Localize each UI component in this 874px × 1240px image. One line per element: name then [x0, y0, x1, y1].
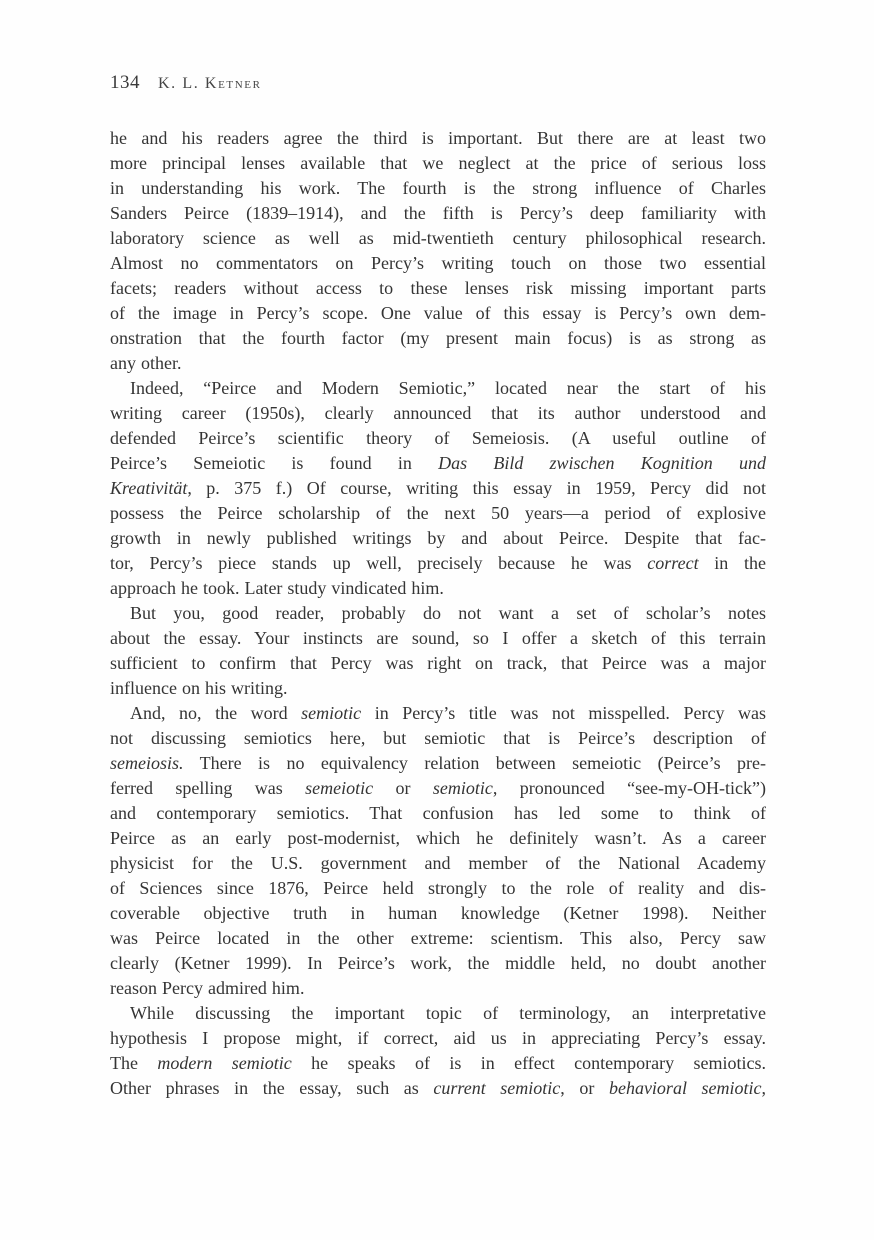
text-segment: possess the Peirce scholarship of the next 50 years—a period of explosive	[110, 503, 766, 523]
text-line	[110, 776, 766, 801]
text-line	[110, 1001, 766, 1026]
text-line	[110, 901, 766, 926]
text-segment: defended Peirce’s scientific theory of Semeiosis. (A useful outline of	[110, 428, 766, 448]
paragraph	[110, 601, 766, 701]
text-line	[110, 826, 766, 851]
text-segment: clearly (Ketner 1999). In Peirce’s work, the middle held, no doubt another	[110, 953, 766, 973]
text-segment: Other phrases in the essay, such as	[110, 1078, 434, 1098]
text-segment: hypothesis I propose might, if correct, aid us in appreciating Percy’s essay.	[110, 1028, 766, 1048]
text-segment: in the	[698, 553, 766, 573]
paragraph	[110, 1001, 766, 1101]
italic-text-segment: behavioral semiotic	[608, 1078, 762, 1098]
text-segment: growth in newly published writings by and about Peirce. Despite that fac-	[110, 528, 766, 548]
text-segment: The	[110, 1053, 158, 1073]
text-segment: Sanders Peirce (1839–1914), and the fifth is Percy’s deep familiarity with	[110, 203, 766, 223]
page-number: 134	[110, 72, 140, 93]
text-line	[110, 401, 766, 426]
text-line	[110, 976, 766, 1001]
text-segment: or	[373, 778, 433, 798]
text-line	[110, 151, 766, 176]
text-segment: physicist for the U.S. government and member of the National Academy	[110, 853, 766, 873]
text-segment: in understanding his work. The fourth is the strong influence of Charles	[110, 178, 766, 198]
text-segment: influence on his writing.	[110, 678, 288, 698]
text-segment: any other.	[110, 353, 182, 373]
text-line	[110, 951, 766, 976]
text-segment: ferred spelling was	[110, 778, 306, 798]
text-line	[110, 701, 766, 726]
text-line	[110, 226, 766, 251]
body-text	[110, 126, 766, 1101]
text-segment: reason Percy admired him.	[110, 978, 305, 998]
italic-text-segment: modern semiotic	[157, 1053, 292, 1073]
text-segment: laboratory science as well as mid-twentieth century philosophical research.	[110, 228, 766, 248]
text-line	[110, 601, 766, 626]
text-line	[110, 251, 766, 276]
text-line	[110, 326, 766, 351]
text-line	[110, 201, 766, 226]
text-line	[110, 1026, 766, 1051]
text-segment: onstration that the fourth factor (my present main focus) is as strong as	[110, 328, 766, 348]
text-line	[110, 351, 766, 376]
text-line	[110, 926, 766, 951]
text-line	[110, 276, 766, 301]
paragraph	[110, 376, 766, 601]
text-line	[110, 426, 766, 451]
text-line	[110, 676, 766, 701]
text-segment: sufficient to confirm that Percy was right on track, that Peirce was a major	[110, 653, 766, 673]
text-segment: Peirce as an early post-modernist, which he definitely wasn’t. As a career	[110, 828, 766, 848]
text-segment: he and his readers agree the third is important. But there are at least two	[110, 128, 766, 148]
paragraph	[110, 126, 766, 376]
paragraph	[110, 701, 766, 1001]
text-segment: in Percy’s title was not misspelled. Percy was	[361, 703, 766, 723]
running-header	[110, 72, 766, 94]
text-segment: facets; readers without access to these lenses risk missing important parts	[110, 278, 766, 298]
text-segment: about the essay. Your instincts are sound, so I offer a sketch of this terrain	[110, 628, 766, 648]
text-segment: of Sciences since 1876, Peirce held strongly to the role of reality and dis-	[110, 878, 766, 898]
text-line	[110, 551, 766, 576]
text-segment: approach he took. Later study vindicated him.	[110, 578, 444, 598]
text-segment: , pronounced “see-my-OH-tick”)	[492, 778, 767, 798]
text-segment: And, no, the word	[130, 703, 302, 723]
text-line	[110, 576, 766, 601]
text-segment: of the image in Percy’s scope. One value of this essay is Percy’s own dem-	[110, 303, 766, 323]
italic-text-segment: semiotic	[301, 703, 362, 723]
text-line	[110, 801, 766, 826]
text-line	[110, 301, 766, 326]
italic-text-segment: Das Bild zwischen Kognition und	[438, 453, 766, 473]
text-segment: not discussing semiotics here, but semiotic that is Peirce’s description of	[110, 728, 766, 748]
text-line	[110, 626, 766, 651]
text-segment: was Peirce located in the other extreme: scientism. This also, Percy saw	[110, 928, 766, 948]
text-segment: There is no equivalency relation between semeiotic (Peirce’s pre-	[183, 753, 766, 773]
text-segment: ,	[761, 1078, 767, 1098]
italic-text-segment: semeiosis.	[110, 753, 184, 773]
text-line	[110, 1051, 766, 1076]
italic-text-segment: semiotic	[432, 778, 493, 798]
italic-text-segment: correct	[647, 553, 699, 573]
text-segment: While discussing the important topic of terminology, an interpretative	[130, 1003, 766, 1023]
text-line	[110, 751, 766, 776]
text-line	[110, 376, 766, 401]
text-line	[110, 726, 766, 751]
text-line	[110, 526, 766, 551]
italic-text-segment: Kreativität	[110, 478, 188, 498]
text-segment: Almost no commentators on Percy’s writing touch on those two essential	[110, 253, 766, 273]
text-line	[110, 501, 766, 526]
text-line	[110, 876, 766, 901]
text-line	[110, 476, 766, 501]
italic-text-segment: semeiotic	[305, 778, 374, 798]
text-line	[110, 176, 766, 201]
text-segment: he speaks of is in effect contemporary semiotics.	[291, 1053, 767, 1073]
text-segment: writing career (1950s), clearly announced that its author understood and	[110, 403, 766, 423]
text-segment: coverable objective truth in human knowledge (Ketner 1998). Neither	[110, 903, 766, 923]
text-line	[110, 1076, 766, 1101]
text-segment: tor, Percy’s piece stands up well, precisely because he was	[110, 553, 648, 573]
text-segment: and contemporary semiotics. That confusion has led some to think of	[110, 803, 766, 823]
running-header-author: K. L. Ketner	[158, 75, 262, 92]
text-line	[110, 126, 766, 151]
text-segment: , or	[560, 1078, 609, 1098]
text-segment: more principal lenses available that we neglect at the price of serious loss	[110, 153, 766, 173]
text-line	[110, 651, 766, 676]
text-segment: But you, good reader, probably do not want a set of scholar’s notes	[130, 603, 766, 623]
text-line	[110, 851, 766, 876]
text-line	[110, 451, 766, 476]
text-segment: Indeed, “Peirce and Modern Semiotic,” located near the start of his	[130, 378, 766, 398]
text-segment: , p. 375 f.) Of course, writing this essay in 1959, Percy did not	[187, 478, 766, 498]
italic-text-segment: current semiotic	[433, 1078, 561, 1098]
text-segment: Peirce’s Semeiotic is found in	[110, 453, 439, 473]
